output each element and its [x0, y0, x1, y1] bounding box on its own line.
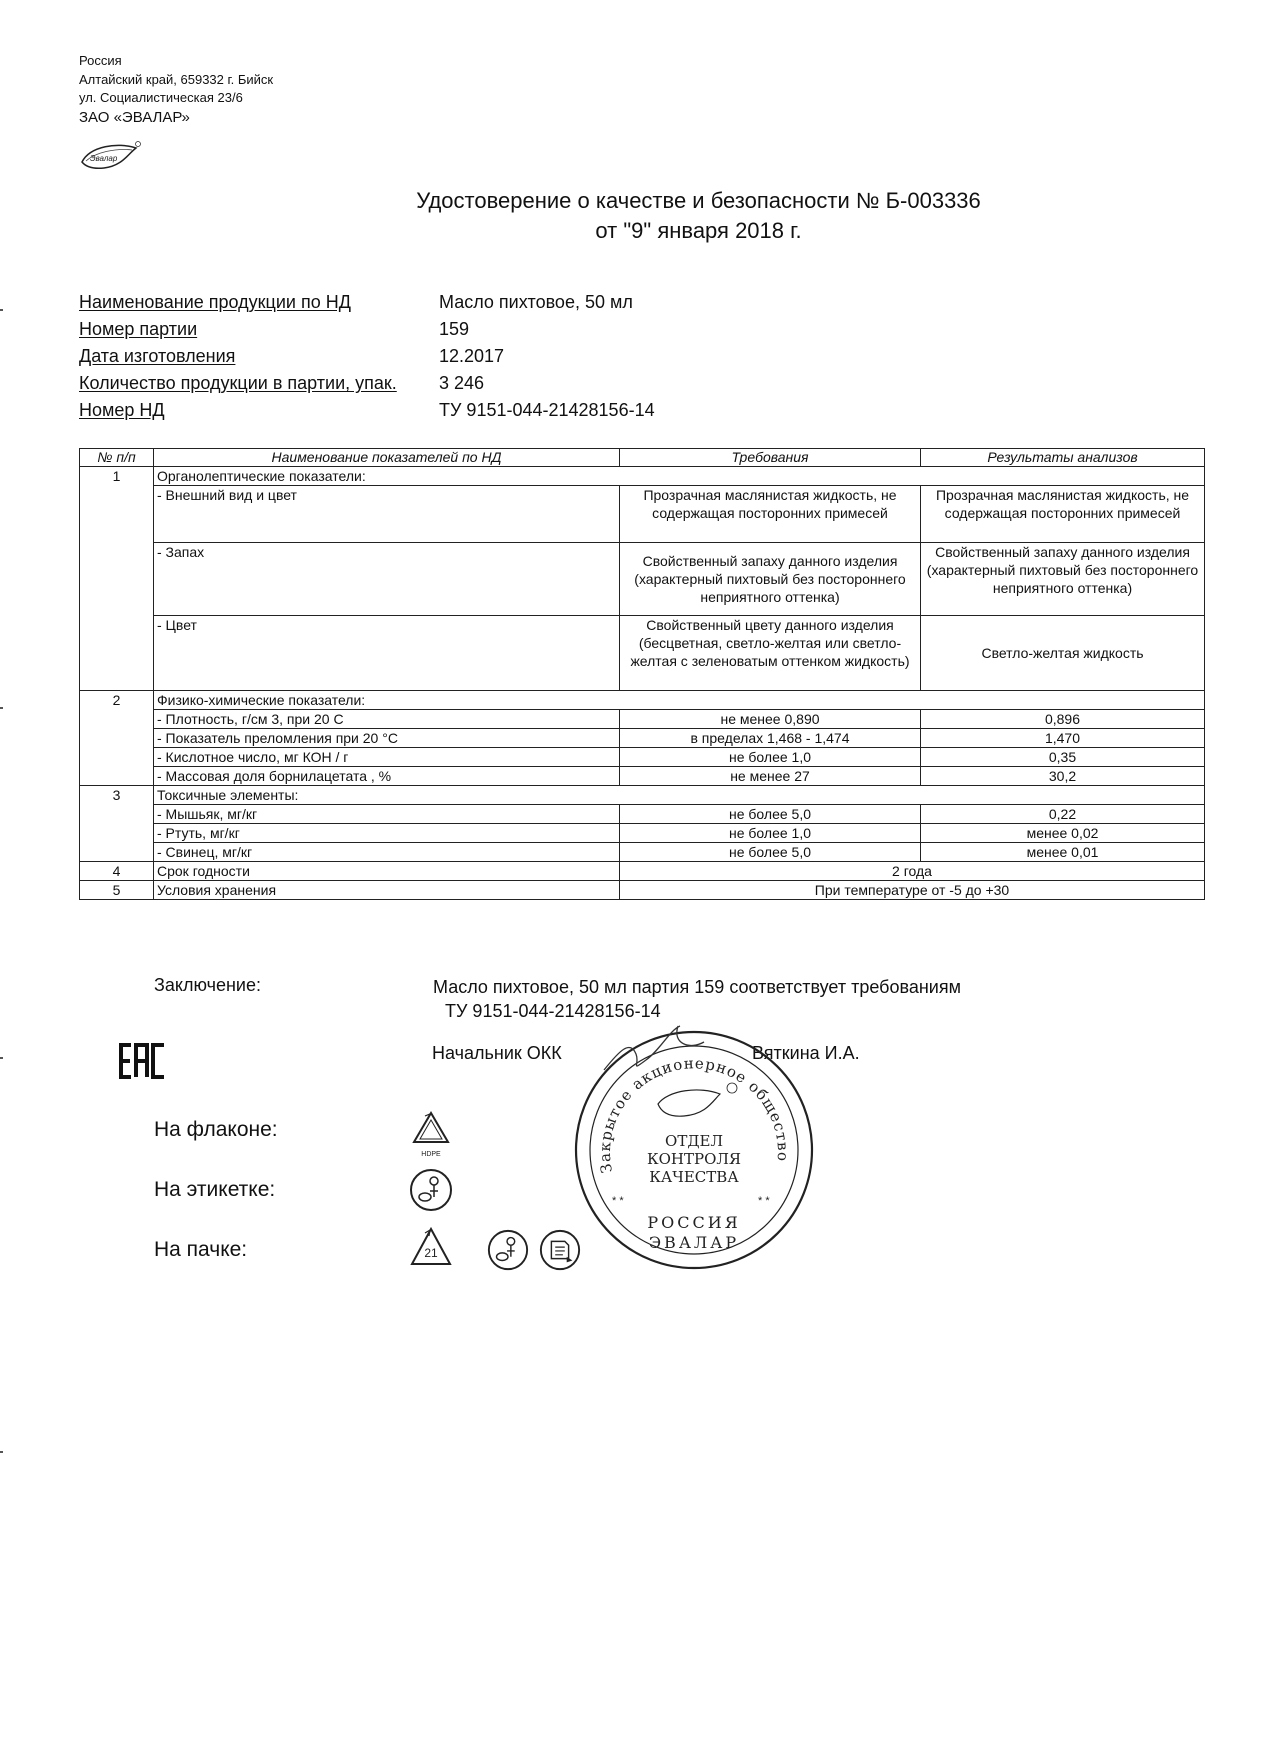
- table-row: [80, 616, 1205, 691]
- empty-cell: [80, 748, 154, 767]
- country: Россия: [79, 53, 122, 68]
- result: 0,896: [921, 710, 1205, 729]
- indicator-name: Условия хранения: [154, 881, 620, 900]
- indicator-name: - Цвет: [154, 616, 620, 691]
- svg-text:Закрытое акционерное общество: Закрытое акционерное общество: [595, 1054, 793, 1175]
- box-label: На пачке:: [154, 1238, 248, 1261]
- svg-text:* *: * *: [612, 1195, 624, 1207]
- label-label: На этикетке:: [154, 1178, 276, 1201]
- indicator-name: Срок годности: [154, 862, 620, 881]
- eac-mark: [118, 1042, 168, 1080]
- table-row: [80, 824, 1205, 843]
- svg-text:РОССИЯ: РОССИЯ: [647, 1213, 741, 1232]
- title-line-1: Удостоверение о качестве и безопасности № Б-003336: [416, 188, 981, 213]
- info-value: ТУ 9151-044-21428156-14: [439, 400, 655, 420]
- row-number: 4: [80, 862, 154, 881]
- info-row-batch: [79, 316, 655, 343]
- row-number: 1: [80, 467, 154, 486]
- shelf-life-value: 2 года: [620, 862, 1205, 881]
- table-row: [80, 710, 1205, 729]
- header-name: Наименование показателей по НД: [154, 449, 620, 467]
- table-row: [80, 881, 1205, 900]
- table-row: [80, 767, 1205, 786]
- region-line: Алтайский край, 659332 г. Бийск: [79, 71, 274, 87]
- info-row-product: [79, 289, 655, 316]
- company-address: [79, 52, 273, 127]
- header-requirements: Требования: [620, 449, 921, 467]
- indicator-name: - Мышьяк, мг/кг: [154, 805, 620, 824]
- info-row-date: [79, 343, 655, 370]
- result: Свойственный запаху данного изделия (характерный пихтовый без постороннего неприятного оттенка): [921, 543, 1205, 616]
- empty-cell: [80, 543, 154, 616]
- conclusion-line-1: Масло пихтовое, 50 мл партия 159 соответствует требованиям: [433, 977, 961, 997]
- street-line: ул. Социалистическая 23/6: [79, 90, 243, 105]
- conclusion-text: [433, 975, 961, 1023]
- requirement: Прозрачная маслянистая жидкость, не содержащая посторонних примесей: [620, 486, 921, 543]
- margin-mark: [0, 707, 3, 709]
- tidyman-icon: [408, 1167, 454, 1213]
- requirement: Свойственный запаху данного изделия (характерный пихтовый без постороннего неприятного оттенка): [620, 543, 921, 616]
- hdpe-text: HDPE: [421, 1151, 441, 1158]
- svg-text:ЭВАЛАР: ЭВАЛАР: [648, 1233, 740, 1252]
- bottle-label: На флаконе:: [154, 1118, 278, 1141]
- recycle-code-text: 21: [424, 1246, 438, 1260]
- evalar-logo: [78, 140, 142, 174]
- header-num: № п/п: [80, 449, 154, 467]
- document-title: [0, 186, 1273, 246]
- indicator-name: - Запах: [154, 543, 620, 616]
- requirement: не более 1,0: [620, 748, 921, 767]
- row-number: 3: [80, 786, 154, 805]
- table-row: [80, 467, 1205, 486]
- indicator-name: - Массовая доля борнилацетата , %: [154, 767, 620, 786]
- requirement: в пределах 1,468 - 1,474: [620, 729, 921, 748]
- result: Прозрачная маслянистая жидкость, не содержащая посторонних примесей: [921, 486, 1205, 543]
- group-title: Органолептические показатели:: [154, 467, 1205, 486]
- svg-text:КАЧЕСТВА: КАЧЕСТВА: [649, 1168, 739, 1186]
- conclusion-label: Заключение:: [154, 975, 261, 995]
- requirement: не более 1,0: [620, 824, 921, 843]
- info-value: 159: [439, 319, 470, 339]
- signature-scribble: [600, 1020, 750, 1080]
- table-row: [80, 691, 1205, 710]
- svg-text:КОНТРОЛЯ: КОНТРОЛЯ: [646, 1150, 742, 1168]
- table-row: [80, 543, 1205, 616]
- title-line-2: от "9" января 2018 г.: [595, 218, 802, 243]
- paper-recycle-icon: [538, 1228, 582, 1272]
- svg-text:* *: * *: [758, 1195, 770, 1207]
- table-row: [80, 843, 1205, 862]
- empty-cell: [80, 710, 154, 729]
- empty-cell: [80, 843, 154, 862]
- indicator-name: - Ртуть, мг/кг: [154, 824, 620, 843]
- row-number: 2: [80, 691, 154, 710]
- conclusion-line-2: ТУ 9151-044-21428156-14: [445, 1001, 661, 1021]
- company-name: ЗАО «ЭВАЛАР»: [79, 108, 190, 126]
- table-header-row: [80, 449, 1205, 467]
- row-number: 5: [80, 881, 154, 900]
- result: 0,22: [921, 805, 1205, 824]
- info-label: Номер партии: [79, 319, 198, 339]
- indicator-name: - Плотность, г/см 3, при 20 С: [154, 710, 620, 729]
- info-value: 3 246: [439, 373, 485, 393]
- indicator-name: - Внешний вид и цвет: [154, 486, 620, 543]
- signature-name: Вяткина И.А.: [752, 1043, 860, 1063]
- signature-position: Начальник ОКК: [432, 1043, 562, 1063]
- empty-cell: [80, 805, 154, 824]
- svg-text:Эвалар: Эвалар: [90, 154, 118, 163]
- group-title: Физико-химические показатели:: [154, 691, 1205, 710]
- indicator-name: - Показатель преломления при 20 °С: [154, 729, 620, 748]
- info-label: Количество продукции в партии, упак.: [79, 373, 397, 393]
- indicator-name: - Свинец, мг/кг: [154, 843, 620, 862]
- result: менее 0,01: [921, 843, 1205, 862]
- table-row: [80, 805, 1205, 824]
- group-title: Токсичные элементы:: [154, 786, 1205, 805]
- header-results: Результаты анализов: [921, 449, 1205, 467]
- result: 0,35: [921, 748, 1205, 767]
- quality-table: [79, 448, 1205, 900]
- result: менее 0,02: [921, 824, 1205, 843]
- table-row: [80, 862, 1205, 881]
- requirement: не менее 0,890: [620, 710, 921, 729]
- recycle-hdpe-icon: [408, 1110, 454, 1160]
- info-label: Наименование продукции по НД: [79, 292, 351, 312]
- requirement: Свойственный цвету данного изделия (бесцветная, светло-желтая или светло-желтая с зеленоватым оттенком жидкость): [620, 616, 921, 691]
- empty-cell: [80, 767, 154, 786]
- tidyman-box-icon: [486, 1228, 530, 1272]
- requirement: не менее 27: [620, 767, 921, 786]
- table-row: [80, 729, 1205, 748]
- storage-value: При температуре от -5 до +30: [620, 881, 1205, 900]
- margin-mark: [0, 309, 3, 311]
- requirement: не более 5,0: [620, 843, 921, 862]
- empty-cell: [80, 729, 154, 748]
- requirement: не более 5,0: [620, 805, 921, 824]
- table-row: [80, 748, 1205, 767]
- empty-cell: [80, 486, 154, 543]
- info-value: Масло пихтовое, 50 мл: [439, 292, 633, 312]
- margin-mark: [0, 1057, 3, 1059]
- info-value: 12.2017: [439, 346, 505, 366]
- margin-mark: [0, 1451, 3, 1453]
- info-row-standard: [79, 397, 655, 424]
- table-row: [80, 786, 1205, 805]
- info-row-quantity: [79, 370, 655, 397]
- result: 1,470: [921, 729, 1205, 748]
- svg-text:ОТДЕЛ: ОТДЕЛ: [665, 1132, 723, 1150]
- product-info: [79, 289, 655, 424]
- empty-cell: [80, 616, 154, 691]
- info-label: Номер НД: [79, 400, 165, 420]
- recycle-21-icon: [408, 1226, 454, 1270]
- info-label: Дата изготовления: [79, 346, 236, 366]
- table-row: [80, 486, 1205, 543]
- indicator-name: - Кислотное число, мг КОН / г: [154, 748, 620, 767]
- result: 30,2: [921, 767, 1205, 786]
- empty-cell: [80, 824, 154, 843]
- result: Светло-желтая жидкость: [921, 616, 1205, 691]
